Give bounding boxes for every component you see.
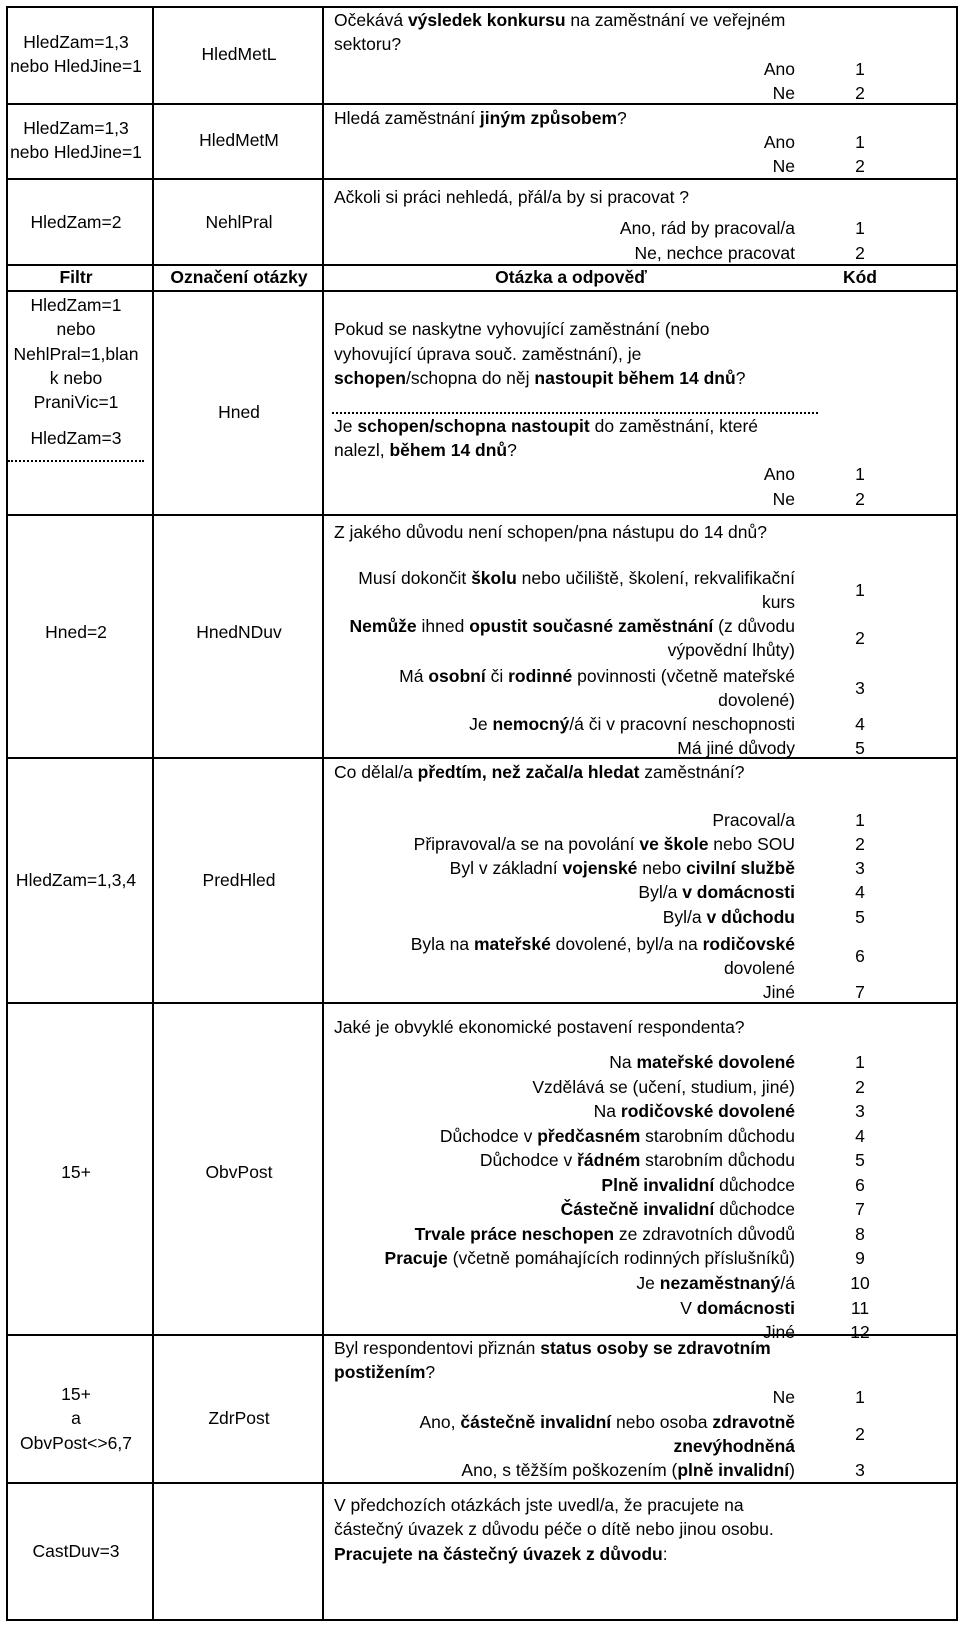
answer-text: Má jiné důvody [677, 738, 795, 758]
answer-text: Byl v základní vojenské nebo civilní službě [449, 858, 795, 878]
answer-text: Pracoval/a [712, 810, 795, 830]
answer-code: 1 [855, 1387, 865, 1407]
question-label: HledMetL [201, 44, 277, 64]
answer-text: Byla na mateřské dovolené, byl/a na rodičovské [410, 934, 795, 954]
filter-cell: HledZam=3 [30, 428, 122, 448]
question-text: Pokud se naskytne vyhovující zaměstnání (nebo [334, 319, 710, 339]
answer-text: Je nemocný/á či v pracovní neschopnosti [469, 714, 795, 734]
question-text: částečný úvazek z důvodu péče o dítě nebo jinou osobu. [334, 1519, 774, 1539]
answer-text: výpovědní lhůty) [667, 640, 795, 660]
question-text: Jaké je obvyklé ekonomické postavení respondenta? [334, 1017, 745, 1037]
answer-code: 2 [855, 156, 865, 176]
question-label: NehlPral [205, 212, 273, 232]
answer-code: 2 [855, 243, 865, 263]
answer-code: 2 [855, 1424, 865, 1444]
answer-text: Důchodce v řádném starobním důchodu [479, 1150, 795, 1171]
row-divider [8, 1002, 956, 1004]
answer-code: 2 [855, 628, 865, 648]
answer-text: Ano [763, 464, 795, 484]
question-label: HnedNDuv [196, 622, 282, 642]
answer-text: Ne, nechce pracovat [634, 243, 795, 263]
answer-text: Byl/a v důchodu [662, 907, 795, 927]
answer-code: 2 [855, 489, 865, 509]
answer-code: 3 [855, 858, 865, 878]
question-label: Hned [218, 402, 260, 422]
questionnaire-table [6, 6, 958, 1621]
answer-code: 4 [855, 714, 865, 734]
answer-code: 1 [855, 580, 865, 600]
question-text: postižením? [334, 1362, 436, 1382]
answer-text: Plně invalidní důchodce [601, 1174, 795, 1195]
question-text: Ačkoli si práci nehledá, přál/a by si pracovat ? [334, 187, 690, 207]
answer-code: 4 [855, 882, 865, 902]
answer-text: Byl/a v domácnosti [638, 882, 795, 902]
answer-code: 4 [855, 1125, 865, 1146]
question-label: ObvPost [205, 1162, 273, 1182]
answer-code: 3 [855, 1101, 865, 1122]
answer-code: 5 [855, 1150, 865, 1171]
answer-text: kurs [761, 592, 795, 612]
answer-code: 8 [855, 1223, 865, 1244]
column-divider [322, 8, 324, 1619]
filter-cell: CastDuv=3 [32, 1541, 120, 1561]
answer-text: Je nezaměstnaný/á [636, 1272, 795, 1293]
question-text: Je schopen/schopna nastoupit do zaměstnání, které [334, 416, 759, 436]
answer-text: Ano, rád by pracoval/a [619, 218, 795, 238]
filter-cell: ObvPost<>6,7 [20, 1432, 132, 1453]
answer-text: Ne [772, 1387, 795, 1407]
filter-cell: HledZam=1,3 [23, 31, 129, 52]
header-filter: Filtr [59, 267, 93, 287]
filter-cell: nebo HledJine=1 [10, 142, 142, 163]
answer-text: Ne [772, 83, 795, 103]
question-text: V předchozích otázkách jste uvedl/a, že pracujete na [334, 1495, 744, 1515]
question-text: Z jakého důvodu není schopen/pna nástupu do 14 dnů? [334, 522, 767, 542]
filter-cell: k nebo [49, 368, 103, 388]
answer-text: Jiné [762, 982, 795, 1002]
filter-cell: HledZam=1,3,4 [15, 870, 137, 890]
answer-text: Ano [763, 59, 795, 79]
answer-text: Ano, částečně invalidní nebo osoba zdravotně [419, 1412, 795, 1432]
dotted-separator [8, 460, 144, 462]
answer-code: 1 [855, 464, 865, 484]
answer-code: 9 [855, 1248, 865, 1269]
answer-text: Ne [772, 489, 795, 509]
answer-code: 5 [855, 738, 865, 758]
answer-code: 11 [850, 1297, 870, 1318]
answer-text: Má osobní či rodinné povinnosti (včetně mateřské [399, 666, 795, 686]
answer-text: V domácnosti [680, 1297, 795, 1318]
answer-code: 2 [855, 1076, 865, 1097]
question-text: Očekává výsledek konkursu na zaměstnání ve veřejném [334, 10, 786, 30]
answer-code: 1 [855, 810, 865, 830]
answer-text: Vzdělává se (učení, studium, jiné) [532, 1076, 795, 1097]
question-text: Pracujete na částečný úvazek z důvodu: [334, 1544, 668, 1564]
column-divider [152, 8, 154, 1619]
answer-text: Na rodičovské dovolené [593, 1101, 795, 1122]
answer-code: 7 [855, 982, 865, 1002]
question-text: nalezl, během 14 dnů? [334, 440, 517, 460]
filter-cell: HledZam=1,3 [23, 117, 129, 138]
header-question: Otázka a odpověď [495, 267, 647, 287]
row-divider [8, 757, 956, 759]
answer-text: Ano, s těžším poškozením (plně invalidní) [461, 1460, 795, 1480]
row-divider [8, 290, 956, 292]
answer-text: Ano [763, 132, 795, 152]
question-label: HledMetM [199, 130, 279, 150]
answer-code: 3 [855, 1460, 865, 1480]
filter-cell: a [71, 1408, 81, 1428]
row-divider [8, 514, 956, 516]
answer-text: Jiné [762, 1322, 795, 1343]
answer-code: 1 [855, 1052, 865, 1072]
filter-cell: 15+ [61, 1162, 91, 1182]
question-text: schopen/schopna do něj nastoupit během 14 dnů? [334, 368, 746, 388]
filter-cell: nebo HledJine=1 [10, 56, 142, 77]
header-label: Označení otázky [170, 267, 308, 287]
answer-text: Ne [772, 156, 795, 176]
question-text: Co dělal/a předtím, než začal/a hledat zaměstnání? [334, 762, 745, 782]
filter-cell: HledZam=2 [30, 212, 122, 232]
header-code: Kód [842, 267, 878, 287]
answer-text: Nemůže ihned opustit současné zaměstnání (z důvodu [349, 616, 795, 636]
answer-text: znevýhodněná [673, 1436, 795, 1456]
answer-code: 1 [855, 218, 865, 238]
question-text: Hledá zaměstnání jiným způsobem? [334, 108, 627, 128]
filter-cell: NehlPral=1,blan [13, 344, 139, 364]
answer-text: Pracuje (včetně pomáhajících rodinných příslušníků) [384, 1248, 795, 1269]
answer-text: Důchodce v předčasném starobním důchodu [439, 1125, 795, 1146]
answer-text: Musí dokončit školu nebo učiliště, školení, rekvalifikační [358, 568, 795, 588]
answer-code: 1 [855, 132, 865, 152]
row-divider [8, 103, 956, 105]
filter-cell: PraniVic=1 [33, 392, 119, 412]
answer-text: dovolené [723, 958, 795, 978]
answer-code: 1 [855, 59, 865, 79]
answer-code: 10 [850, 1272, 870, 1293]
answer-code: 6 [855, 1174, 865, 1195]
question-text: sektoru? [334, 34, 402, 54]
answer-text: Částečně invalidní důchodce [560, 1199, 795, 1220]
filter-cell: 15+ [61, 1383, 91, 1404]
filter-cell: nebo [56, 319, 96, 339]
row-divider [8, 264, 956, 266]
answer-code: 6 [855, 946, 865, 966]
answer-text: dovolené) [718, 690, 795, 710]
question-text: Byl respondentovi přiznán status osoby se zdravotním [334, 1338, 771, 1358]
answer-text: Na mateřské dovolené [609, 1052, 795, 1072]
filter-cell: Hned=2 [45, 622, 107, 642]
filter-cell: HledZam=1 [30, 295, 122, 315]
answer-text: Připravoval/a se na povolání ve škole nebo SOU [413, 834, 795, 854]
answer-text: Trvale práce neschopen ze zdravotních důvodů [414, 1223, 795, 1244]
question-label: ZdrPost [208, 1408, 270, 1428]
question-label: PredHled [202, 870, 276, 890]
answer-code: 5 [855, 907, 865, 927]
answer-code: 7 [855, 1199, 865, 1220]
answer-code: 2 [855, 834, 865, 854]
answer-code: 3 [855, 678, 865, 698]
answer-code: 2 [855, 83, 865, 103]
question-text: vyhovující úprava souč. zaměstnání), je [334, 344, 642, 364]
row-divider [8, 178, 956, 180]
answer-code: 12 [850, 1322, 870, 1343]
